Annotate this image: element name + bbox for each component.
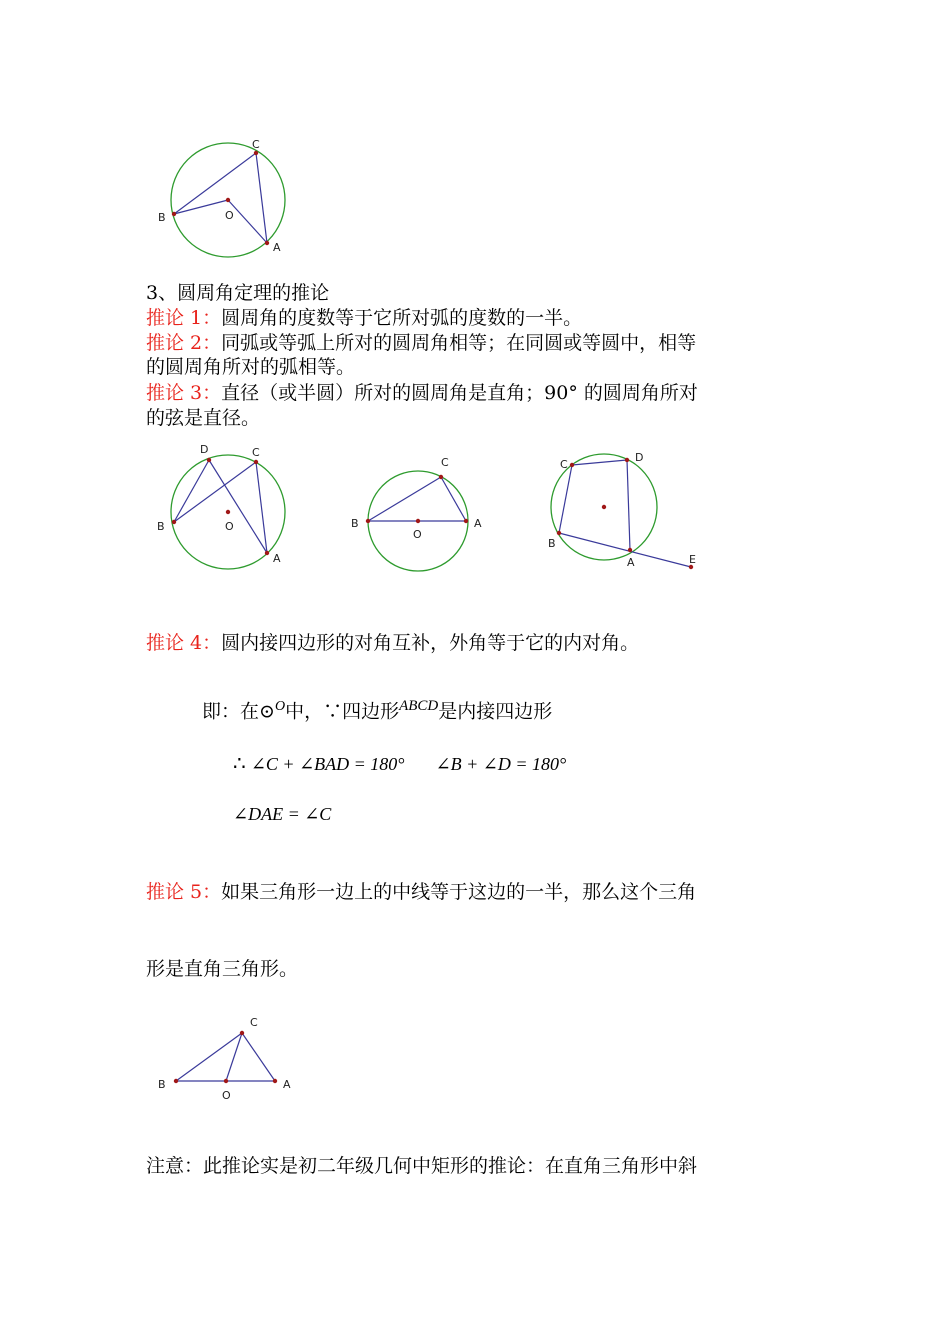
quad-name: ABCD: [399, 698, 439, 714]
corollary-2-text-line2: 的圆周角所对的弧相等。: [146, 356, 356, 378]
fig1-label-c: C: [252, 138, 260, 151]
circle-symbol: ⊙: [259, 700, 275, 723]
fig5-point-c: [240, 1031, 244, 1035]
fig5-point-a: [273, 1079, 277, 1083]
fig5-segment-ca: [242, 1033, 275, 1081]
fig4-label-b: B: [548, 537, 556, 550]
fig5-label-o: O: [222, 1089, 231, 1102]
fig2-label-a: A: [273, 552, 281, 565]
proof-mid: 中，∵四边形: [285, 700, 400, 723]
corollary-5-text-line2: 形是直角三角形。: [146, 958, 299, 980]
corollary-1-label: 推论 1：: [146, 307, 222, 329]
fig3-label-o: O: [413, 528, 422, 541]
corollary-4-label: 推论 4：: [146, 632, 222, 654]
corollary-3-text-line2: 的弦是直径。: [146, 407, 261, 429]
corollary-3-label: 推论 3：: [146, 382, 222, 404]
equation-angle-b-d: ∠B + ∠D = 180°: [435, 754, 567, 774]
fig4-label-c: C: [560, 458, 568, 471]
equation-angle-c-bad: ∠C + ∠BAD = 180°: [250, 754, 405, 774]
fig5-segment-co: [226, 1033, 242, 1081]
fig2-label-d: D: [200, 443, 209, 456]
fig2-label-o: O: [225, 520, 234, 533]
fig4-label-e: E: [689, 553, 696, 566]
fig4-label-d: D: [635, 451, 644, 464]
section-title: 3、圆周角定理的推论: [146, 282, 330, 304]
fig5-point-o: [224, 1079, 228, 1083]
equation-angle-dae: ∠DAE = ∠C: [233, 804, 332, 824]
therefore-symbol: ∴: [233, 751, 246, 775]
proof-suffix: 是内接四边形: [438, 700, 553, 723]
fig1-label-a: A: [273, 241, 281, 254]
corollary-2-text-line1: 同弧或等弧上所对的圆周角相等；在同圆或等圆中，相等: [221, 332, 697, 354]
fig3-label-b: B: [351, 517, 359, 530]
corollary-5-label: 推论 5：: [146, 881, 222, 903]
fig3-label-c: C: [441, 456, 449, 469]
fig5-label-b: B: [158, 1078, 166, 1091]
circle-name: O: [274, 699, 286, 714]
corollary-5-text-line1: 如果三角形一边上的中线等于这边的一半，那么这个三角: [221, 881, 697, 903]
fig5-label-a: A: [283, 1078, 291, 1091]
corollary-3-text-line1: 直径（或半圆）所对的圆周角是直角；90° 的圆周角所对: [221, 382, 698, 404]
fig5-segment-bc: [176, 1033, 242, 1081]
fig5-label-c: C: [250, 1016, 258, 1029]
corollary-4-text: 圆内接四边形的对角互补，外角等于它的内对角。: [221, 632, 640, 654]
proof-prefix: 即：在: [202, 700, 260, 723]
note-line: 注意：此推论实是初二年级几何中矩形的推论：在直角三角形中斜: [146, 1155, 698, 1177]
corollary-1-text: 圆周角的度数等于它所对弧的度数的一半。: [221, 307, 583, 329]
fig3-label-a: A: [474, 517, 482, 530]
fig4-label-a: A: [627, 556, 635, 569]
fig5-point-b: [174, 1079, 178, 1083]
fig2-label-b: B: [157, 520, 165, 533]
fig1-label-o: O: [225, 209, 234, 222]
fig1-label-b: B: [158, 211, 166, 224]
corollary-2-label: 推论 2：: [146, 332, 222, 354]
fig2-label-c: C: [252, 446, 260, 459]
